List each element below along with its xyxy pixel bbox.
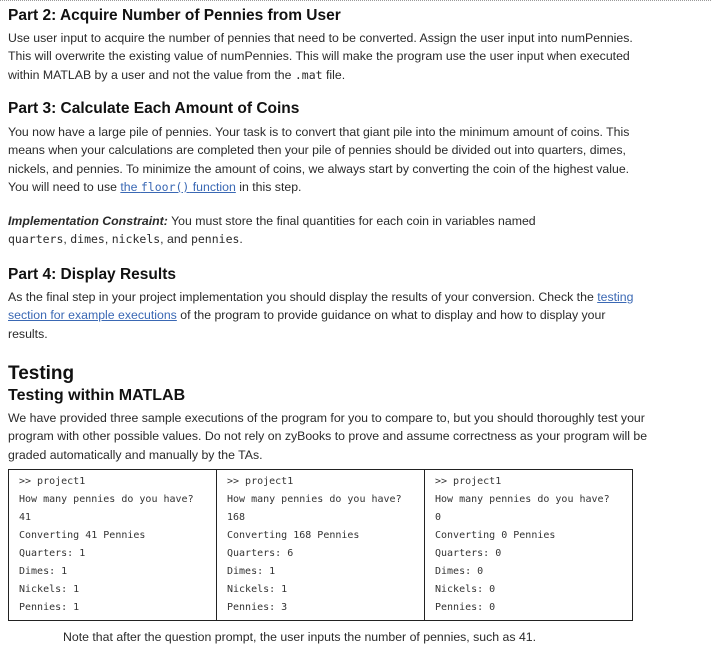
run-prompt: How many pennies do you have? bbox=[19, 494, 194, 505]
testing-heading: Testing bbox=[8, 363, 75, 384]
sample-run-1 bbox=[9, 470, 217, 621]
run-dimes: Dimes: 0 bbox=[435, 566, 484, 577]
part4-paragraph bbox=[8, 288, 648, 343]
run-quarters: Quarters: 1 bbox=[19, 548, 86, 559]
part4-text-end: of the program to provide guidance on what to display and how to display your results. bbox=[8, 308, 606, 341]
run-dimes: Dimes: 1 bbox=[227, 566, 276, 577]
sep-2: , bbox=[104, 232, 112, 247]
testing-note: Note that after the question prompt, the user inputs the number of pennies, such as 41. bbox=[63, 630, 537, 644]
run-command: >> project1 bbox=[19, 476, 86, 487]
var-dimes: dimes bbox=[70, 232, 105, 247]
run-nickels: Nickels: 1 bbox=[227, 584, 288, 595]
run-nickels: Nickels: 0 bbox=[435, 584, 496, 595]
part2-text: Use user input to acquire the number of pennies that need to be converted. Assign the user input into numPennies. This will overwrite the existing value of numPennies. This will make the program use the user input when executed within MATLAB by a user and not the value from the bbox=[8, 31, 633, 82]
run-converting: Converting 41 Pennies bbox=[19, 530, 146, 541]
part4-heading: Part 4: Display Results bbox=[8, 266, 176, 283]
sample-run-3 bbox=[425, 470, 633, 621]
constraint-text: You must store the final quantities for each coin in variables named bbox=[167, 214, 536, 228]
floor-function-link[interactable] bbox=[120, 180, 235, 194]
sep-1: , bbox=[63, 232, 71, 247]
run-prompt: How many pennies do you have? bbox=[227, 494, 402, 505]
run-input: 41 bbox=[19, 512, 32, 523]
run-command: >> project1 bbox=[227, 476, 294, 487]
run-quarters: Quarters: 6 bbox=[227, 548, 294, 559]
part4-text: As the final step in your project implementation you should display the results of your conversion. Check the bbox=[8, 290, 598, 304]
part2-text-end: file. bbox=[322, 67, 346, 82]
sample-executions-row bbox=[9, 470, 633, 621]
run-prompt: How many pennies do you have? bbox=[435, 494, 610, 505]
run-converting: Converting 168 Pennies bbox=[227, 530, 360, 541]
implementation-constraint bbox=[8, 212, 648, 249]
constraint-label: Implementation Constraint: bbox=[8, 214, 168, 228]
run-quarters: Quarters: 0 bbox=[435, 548, 502, 559]
run-command: >> project1 bbox=[435, 476, 502, 487]
sep-and: , and bbox=[160, 232, 191, 247]
part3-paragraph bbox=[8, 123, 648, 196]
run-input: 0 bbox=[435, 512, 442, 523]
sample-executions-table bbox=[8, 469, 633, 621]
part3-text: You now have a large pile of pennies. Your task is to convert that giant pile into the minimum amount of coins. This means when your calculations are completed then your pile of pennies should be divided out into quarters, dimes, nickels, and pennies. To minimize the amount of coins, we always start by converting the coin of the highest value. You will need to use bbox=[8, 125, 630, 194]
run-nickels: Nickels: 1 bbox=[19, 584, 80, 595]
var-pennies: pennies bbox=[190, 232, 240, 247]
part2-heading: Part 2: Acquire Number of Pennies from User bbox=[8, 7, 341, 24]
var-nickels: nickels bbox=[111, 232, 161, 247]
part2-paragraph bbox=[8, 29, 648, 84]
floor-link-code: floor() bbox=[140, 179, 190, 194]
sep-period: . bbox=[239, 232, 243, 247]
part3-heading: Part 3: Calculate Each Amount of Coins bbox=[8, 100, 300, 117]
testing-subheading: Testing within MATLAB bbox=[8, 387, 186, 404]
run-pennies: Pennies: 0 bbox=[435, 602, 496, 613]
testing-paragraph: We have provided three sample executions of the program for you to compare to, but you should thoroughly test your program with other possible values. Do not rely on zyBooks to prove and assume correctness as your program will be graded automatically and manually by the TAs. bbox=[8, 411, 648, 462]
run-input: 168 bbox=[227, 512, 246, 523]
sample-run-2 bbox=[217, 470, 425, 621]
run-pennies: Pennies: 1 bbox=[19, 602, 80, 613]
floor-link-suffix: function bbox=[189, 179, 236, 194]
part2-code-mat: .mat bbox=[294, 67, 323, 82]
var-quarters: quarters bbox=[8, 232, 64, 247]
testing-section-link[interactable]: testing section for example executions bbox=[8, 290, 634, 323]
part3-text-end: in this step. bbox=[235, 179, 302, 194]
run-converting: Converting 0 Pennies bbox=[435, 530, 556, 541]
run-pennies: Pennies: 3 bbox=[227, 602, 288, 613]
floor-link-prefix: the bbox=[120, 179, 141, 194]
run-dimes: Dimes: 1 bbox=[19, 566, 68, 577]
